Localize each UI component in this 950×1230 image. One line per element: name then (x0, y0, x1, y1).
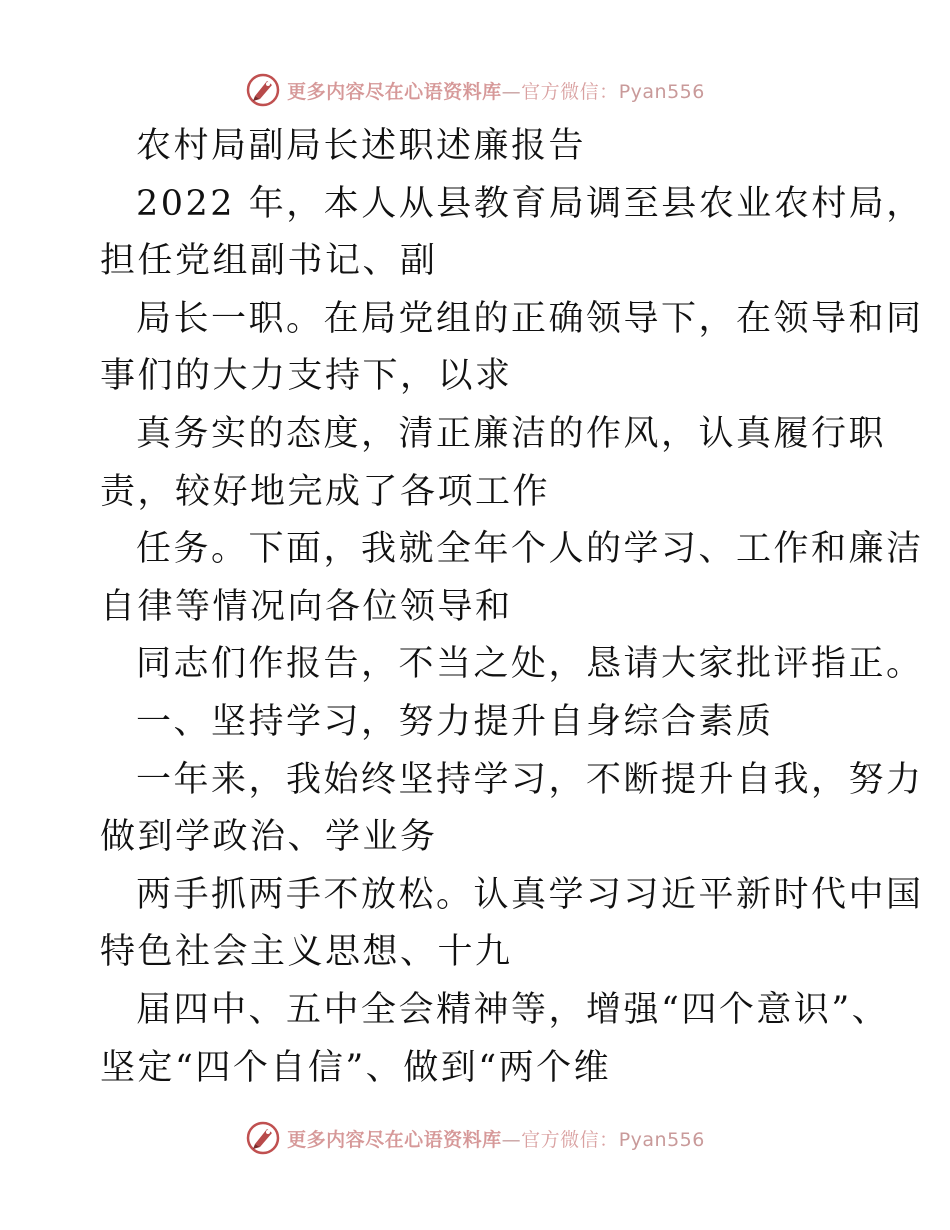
watermark-label: 官方微信： (521, 80, 619, 103)
text-line: 一、坚持学习，努力提升自身综合素质 (136, 701, 774, 742)
watermark-text (287, 1125, 705, 1152)
text-line: 任务。下面，我就全年个人的学习、工作和廉洁 (136, 529, 924, 570)
text-line: 一年来，我始终坚持学习，不断提升自我，努力 (136, 759, 924, 800)
text-line: 担任党组副书记、副 (100, 241, 438, 282)
text-line: 届四中、五中全会精神等，增强“四个意识”、 (136, 989, 890, 1030)
text-line: 坚定“四个自信”、做到“两个维 (100, 1047, 612, 1088)
text-line: 真务实的态度，清正廉洁的作风，认真履行职 (136, 413, 887, 454)
watermark-main: 更多内容尽在心语资料库 (287, 80, 502, 103)
header-watermark (0, 70, 950, 110)
text-line: 2022 年，本人从县教育局调至县农业农村局， (136, 183, 924, 224)
text-line: 两手抓两手不放松。认真学习习近平新时代中国 (136, 874, 924, 915)
pen-logo-icon (245, 72, 281, 108)
watermark-main: 更多内容尽在心语资料库 (287, 1128, 502, 1151)
text-line: 自律等情况向各位领导和 (100, 586, 513, 627)
watermark-wechat-id: Pyan556 (618, 80, 705, 103)
watermark-label: 官方微信： (521, 1128, 619, 1151)
text-line: 事们的大力支持下，以求 (100, 356, 513, 397)
footer-watermark (0, 1118, 950, 1158)
text-line: 局长一职。在局党组的正确领导下，在领导和同 (136, 298, 924, 339)
text-line: 特色社会主义思想、十九 (100, 932, 513, 973)
document-body (100, 118, 924, 1097)
document-title: 农村局副局长述职述廉报告 (136, 126, 587, 166)
watermark-wechat-id: Pyan556 (618, 1128, 705, 1151)
text-line: 同志们作报告，不当之处，恳请大家批评指正。 (136, 644, 924, 685)
watermark-separator: — (501, 1128, 522, 1151)
text-line: 责，较好地完成了各项工作 (100, 471, 551, 512)
watermark-separator: — (501, 80, 522, 103)
watermark-text (287, 77, 705, 104)
text-line: 做到学政治、学业务 (100, 817, 438, 858)
pen-logo-icon (245, 1120, 281, 1156)
